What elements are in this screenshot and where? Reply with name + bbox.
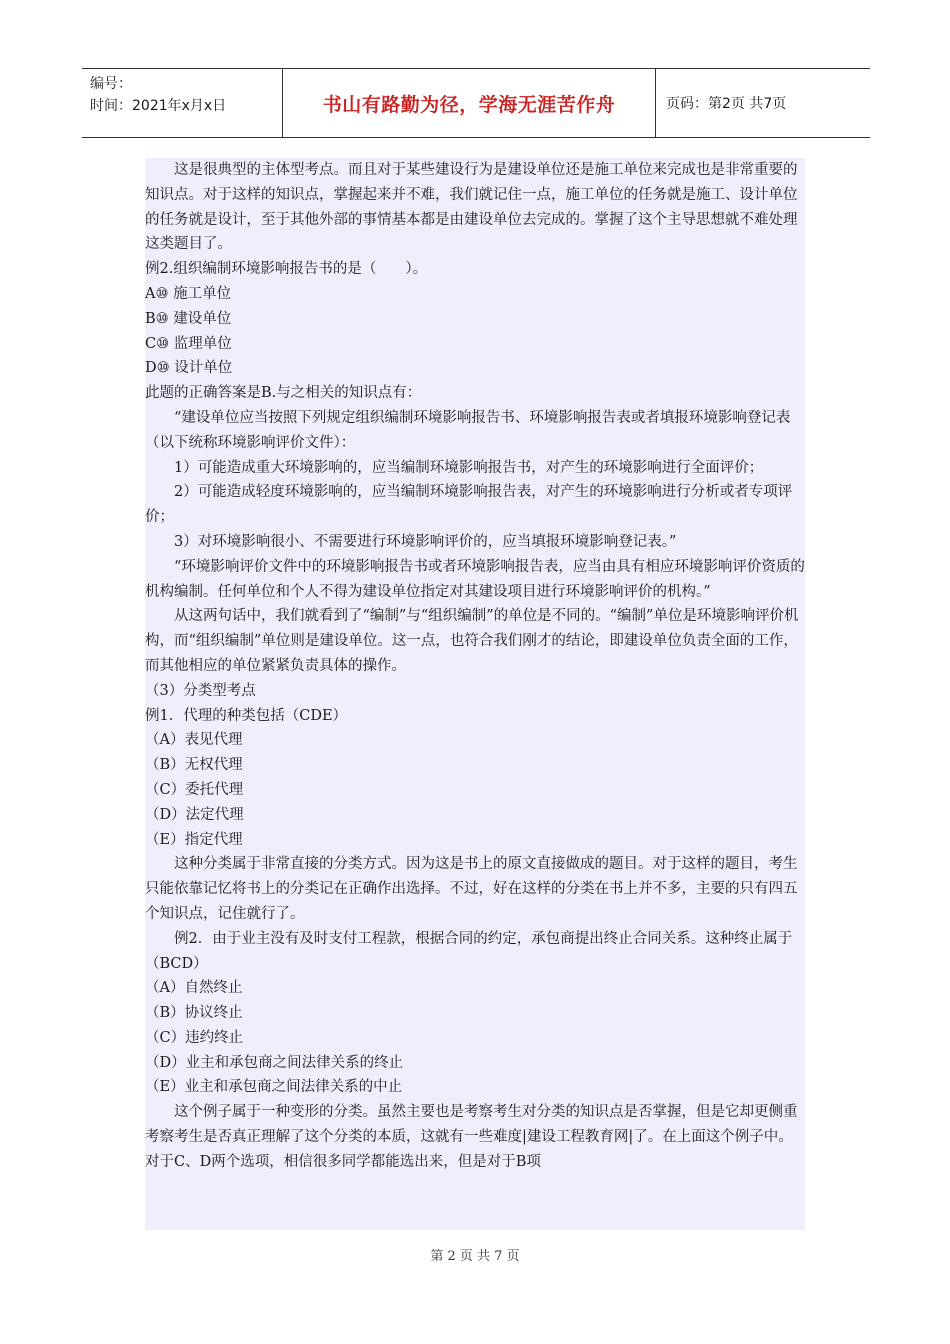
body-paragraph: 例1．代理的种类包括（CDE） (145, 707, 348, 724)
header-page-info: 页码：第2页 共7页 (666, 96, 787, 112)
body-paragraph: 3）对环境影响很小、不需要进行环境影响评价的，应当填报环境影响登记表。” (174, 533, 677, 550)
body-paragraph: D⑩ 设计单位 (145, 360, 233, 377)
document-time-label: 时间：2021年x月x日 (90, 98, 227, 114)
page-footer: 第 2 页 共 7 页 (430, 1249, 520, 1264)
body-paragraph: C⑩ 监理单位 (145, 335, 232, 352)
page-header (82, 68, 870, 138)
body-paragraph: （B）协议终止 (145, 1005, 243, 1022)
body-paragraph: （A）自然终止 (145, 980, 243, 997)
body-paragraph: （A）表见代理 (145, 732, 243, 749)
document-body (145, 158, 805, 1230)
body-paragraph: 这个例子属于一种变形的分类。虽然主要也是考察考生对分类的知识点是否掌握，但是它却更侧重考察考生是否真正理解了这个分类的本质，这就有一些难度|建设工程教育网|了。在上面这个例子中。对于C、D两个选项，相信很多同学都能选出来，但是对于B项 (145, 1104, 798, 1170)
header-motto: 书山有路勤为径，学海无涯苦作舟 (322, 93, 616, 116)
body-paragraph: 这种分类属于非常直接的分类方式。因为这是书上的原文直接做成的题目。对于这样的题目，考生只能依靠记忆将书上的分类记在正确作出选择。不过，好在这样的分类在书上并不多，主要的只有四五个知识点，记住就行了。 (145, 856, 798, 922)
document-number-label: 编号： (90, 76, 132, 92)
body-paragraph: B⑩ 建设单位 (145, 310, 232, 327)
body-paragraph: “环境影响评价文件中的环境影响报告书或者环境影响报告表，应当由具有相应环境影响评价资质的机构编制。任何单位和个人不得为建设单位指定对其建设项目进行环境影响评价的机构。” (145, 558, 805, 600)
body-paragraph: （D）业主和承包商之间法律关系的终止 (145, 1054, 404, 1071)
body-paragraph: 这是很典型的主体型考点。而且对于某些建设行为是建设单位还是施工单位来完成也是非常重要的知识点。对于这样的知识点，掌握起来并不难，我们就记住一点，施工单位的任务就是施工、设计单位的任务就是设计，至于其他外部的事情基本都是由建设单位去完成的。掌握了这个主导思想就不难处理这类题目了。 (145, 162, 798, 253)
body-paragraph: （C）委托代理 (145, 781, 244, 798)
body-paragraph: 2）可能造成轻度环境影响的，应当编制环境影响报告表，对产生的环境影响进行分析或者专项评价； (145, 484, 793, 526)
header-meta (82, 69, 283, 137)
body-paragraph: （D）法定代理 (145, 806, 244, 823)
body-paragraph: （E）业主和承包商之间法律关系的中止 (145, 1079, 403, 1096)
body-paragraph: （C）违约终止 (145, 1029, 244, 1046)
body-paragraph: 1）可能造成重大环境影响的，应当编制环境影响报告书，对产生的环境影响进行全面评价； (174, 459, 764, 476)
body-paragraph: 从这两句话中，我们就看到了“编制”与“组织编制”的单位是不同的。“编制”单位是环境影响评价机构，而“组织编制”单位则是建设单位。这一点，也符合我们刚才的结论，即建设单位负责全面的工作，而其他相应的单位紧紧负责具体的操作。 (145, 608, 799, 674)
body-paragraph: 例2．由于业主没有及时支付工程款，根据合同的约定，承包商提出终止合同关系。这种终止属于（BCD） (145, 930, 793, 972)
body-paragraph: （B）无权代理 (145, 757, 243, 774)
body-paragraph: （3）分类型考点 (145, 682, 256, 699)
body-paragraph: “建设单位应当按照下列规定组织编制环境影响报告书、环境影响报告表或者填报环境影响登记表（以下统称环境影响评价文件）： (145, 409, 791, 451)
body-paragraph: A⑩ 施工单位 (145, 285, 232, 302)
body-paragraph: 此题的正确答案是B.与之相关的知识点有： (145, 385, 422, 402)
body-paragraph: 例2.组织编制环境影响报告书的是（ ）。 (145, 261, 428, 278)
body-paragraph: （E）指定代理 (145, 831, 243, 848)
header-motto-cell (283, 69, 656, 137)
